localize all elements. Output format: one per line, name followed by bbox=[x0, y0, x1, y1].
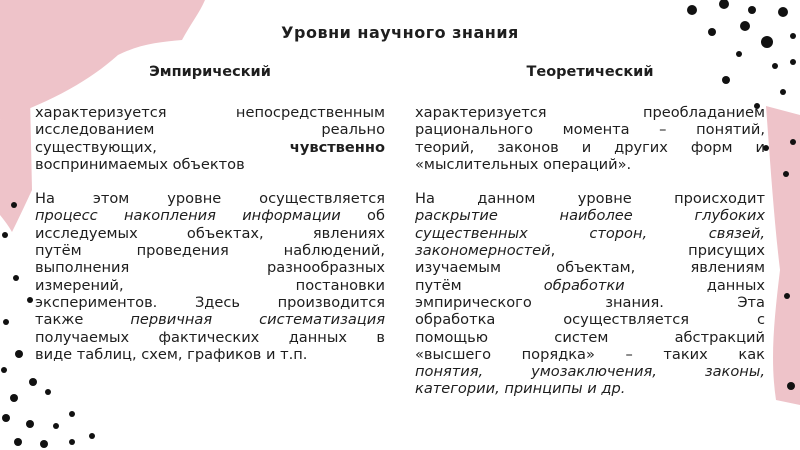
text-line: измерений, постановки bbox=[35, 276, 385, 294]
text-line: теорий, законов и других форм и bbox=[415, 138, 765, 156]
theoretical-heading: Теоретический bbox=[526, 64, 654, 80]
italic-term: обработки bbox=[543, 276, 625, 294]
text-line: виде таблиц, схем, графиков и т.п. bbox=[35, 345, 308, 363]
text-line: изучаемым объектам, явлениям bbox=[415, 259, 765, 277]
text-line: путём обработки данных bbox=[415, 276, 766, 294]
slide-title: Уровни научного знания bbox=[281, 23, 519, 42]
text-line: существующих, чувственно bbox=[35, 138, 385, 156]
empirical-paragraph-2 bbox=[35, 190, 385, 363]
text-line: «мыслительных операций». bbox=[415, 155, 632, 173]
text-line: путём проведения наблюдений, bbox=[35, 242, 385, 260]
empirical-paragraph-1 bbox=[35, 104, 385, 173]
text-line: существенных сторон, связей, bbox=[415, 224, 765, 242]
text-line: «высшего порядка» – таких как bbox=[415, 345, 765, 363]
theoretical-column bbox=[415, 104, 765, 398]
text-line: На данном уровне происходит bbox=[415, 190, 765, 208]
italic-term: закономерностей bbox=[415, 242, 551, 260]
text-line: характеризуется непосредственным bbox=[35, 104, 385, 121]
empirical-column bbox=[35, 104, 385, 363]
text-line: исследованием реально bbox=[35, 121, 385, 139]
text-line: исследуемых объектах, явлениях bbox=[35, 224, 385, 242]
empirical-heading: Эмпирический bbox=[149, 64, 271, 80]
text-line: На этом уровне осуществляется bbox=[35, 190, 385, 208]
text-line: воспринимаемых объектов bbox=[35, 155, 245, 173]
text-line: процесс накопления информации об bbox=[35, 207, 385, 225]
text-line: выполнения разнообразных bbox=[35, 259, 385, 277]
text-line: обработка осуществляется с bbox=[415, 311, 765, 329]
text-line: экспериментов. Здесь производится bbox=[35, 293, 385, 311]
text-line: закономерностей, присущих bbox=[415, 242, 765, 260]
bold-term: чувственно bbox=[289, 138, 385, 156]
text-line: помощью систем абстракций bbox=[415, 328, 765, 346]
text-line: также первичная систематизация bbox=[35, 311, 385, 329]
theoretical-paragraph-2 bbox=[415, 190, 765, 398]
text-line: категории, принципы и др. bbox=[415, 380, 626, 398]
text-line: характеризуется преобладанием bbox=[415, 104, 765, 121]
text-line: эмпирического знания. Эта bbox=[415, 293, 765, 311]
text-line: получаемых фактических данных в bbox=[35, 328, 385, 346]
text-line: понятия, умозаключения, законы, bbox=[415, 363, 765, 381]
text-line: рационального момента – понятий, bbox=[415, 121, 765, 139]
italic-term: процесс накопления информации bbox=[35, 207, 341, 225]
theoretical-paragraph-1 bbox=[415, 104, 765, 173]
text-line: раскрытие наиболее глубоких bbox=[415, 207, 765, 225]
italic-term: первичная систематизация bbox=[130, 311, 385, 329]
